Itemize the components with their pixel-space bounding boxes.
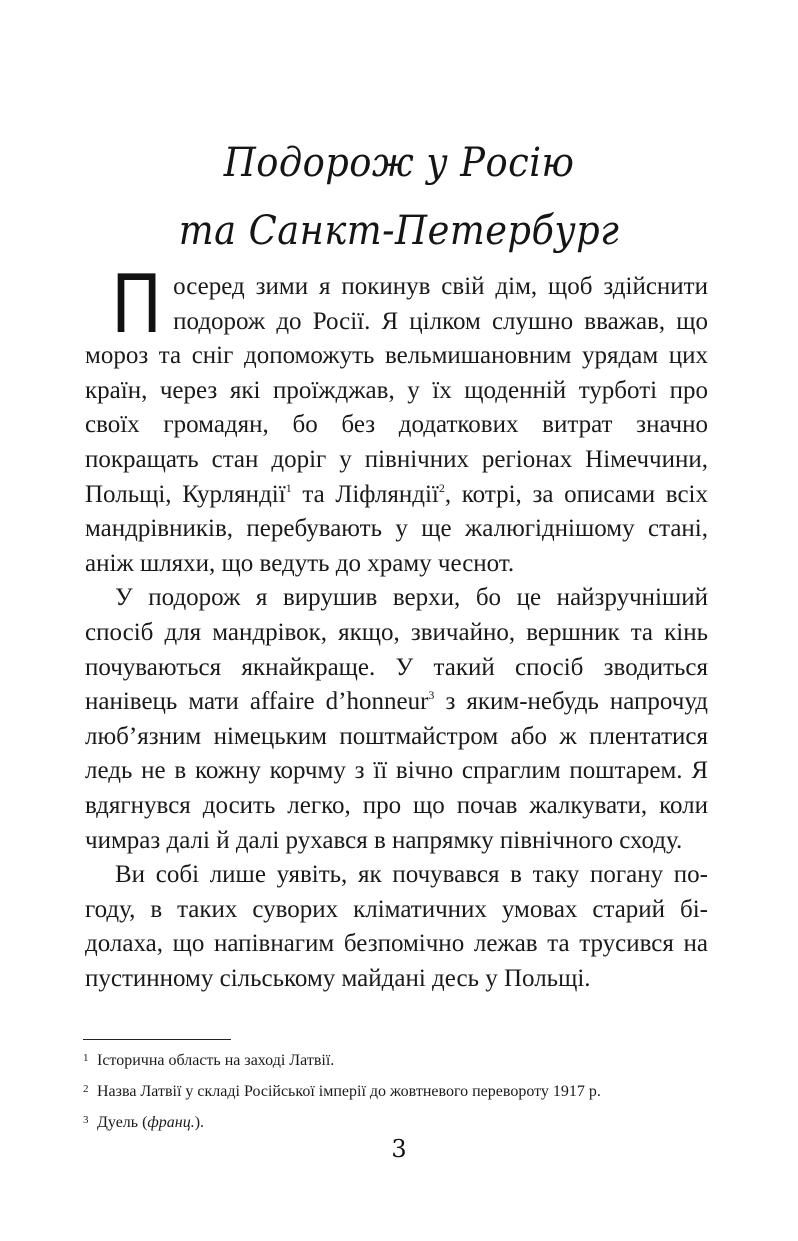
page-number: 3 xyxy=(391,1135,407,1163)
footnote-2 xyxy=(83,1075,713,1106)
footnote-ref-2[interactable]: 2 xyxy=(438,480,445,495)
paragraph-text: Ви собі лише уявіть, як почувався в таку погану погоду, в таких суворих кліматичних умовах старий бідолаха, що напівнагим безпомічно лежав та трусився на пустинному сільському майдані десь у Польщі. xyxy=(85,861,708,992)
paragraph-text: та Ліфляндії xyxy=(291,480,439,508)
chapter-title-line-1: Подорож у Росію xyxy=(223,139,575,186)
footnote-ref-1[interactable]: 1 xyxy=(285,480,292,495)
footnote-text-italic: франц. xyxy=(147,1114,195,1131)
paragraph-2 xyxy=(85,581,708,858)
footnote-number: 1 xyxy=(83,1052,89,1064)
footnote-number: 2 xyxy=(83,1083,89,1095)
paragraph-text: з яким-небудь напрочуд люб’язним німецьким поштмайстром або ж плентатися ледь не в кожну корчму з її вічно спраглим поштарем. Я вдягнувся досить легко, про що почав жалкувати, коли чимраз далі й далі рухався в напрямку північного сходу. xyxy=(85,688,708,854)
paragraph-1 xyxy=(85,258,708,581)
footnote-ref-3[interactable]: 3 xyxy=(428,688,435,703)
chapter-title-line-2: та Санкт-Петербург xyxy=(178,207,620,254)
footnote-number: 3 xyxy=(83,1114,89,1126)
footnote-text: Дуель ( xyxy=(97,1114,148,1131)
chapter-body xyxy=(85,258,708,996)
paragraph-text: У подорож я вирушив верхи, бо це найзручніший спосіб для мандрівок, якщо, звичайно, вершник та кінь почуваються якнайкраще. У такий спосіб зводиться нанівець мати affaire d’honneur xyxy=(85,584,708,716)
footnote-text: Назва Латвії у складі Російської імперії до жовтневого перевороту 1917 р. xyxy=(97,1083,601,1100)
drop-cap: П xyxy=(111,258,163,351)
chapter-title xyxy=(0,129,798,265)
footnote-1 xyxy=(83,1044,713,1075)
paragraph-text: осеред зими я покинув свій дім, щоб здійснити подорож до Росії. Я цілком слушно вважав, що мороз та сніг допоможуть вельмишановним урядам цих країн, через які проїжджав, у їх щоденній турботі про своїх громадян, бо без додаткових витрат значно покращать стан доріг у північних регіонах Німеччини, Польщі, Курляндії xyxy=(85,273,708,508)
footnote-3 xyxy=(83,1106,713,1137)
footnote-divider xyxy=(83,1039,231,1040)
footnotes xyxy=(83,1044,713,1137)
paragraph-3 xyxy=(85,858,708,996)
paragraph-text: , котрі, за описами всіх мандрівників, перебувають у ще жалюгіднішому стані, аніж шляхи, що ведуть до храму чеснот. xyxy=(85,480,708,577)
footnote-text: Історична область на заході Латвії. xyxy=(97,1052,335,1069)
footnote-text: ). xyxy=(194,1114,205,1131)
